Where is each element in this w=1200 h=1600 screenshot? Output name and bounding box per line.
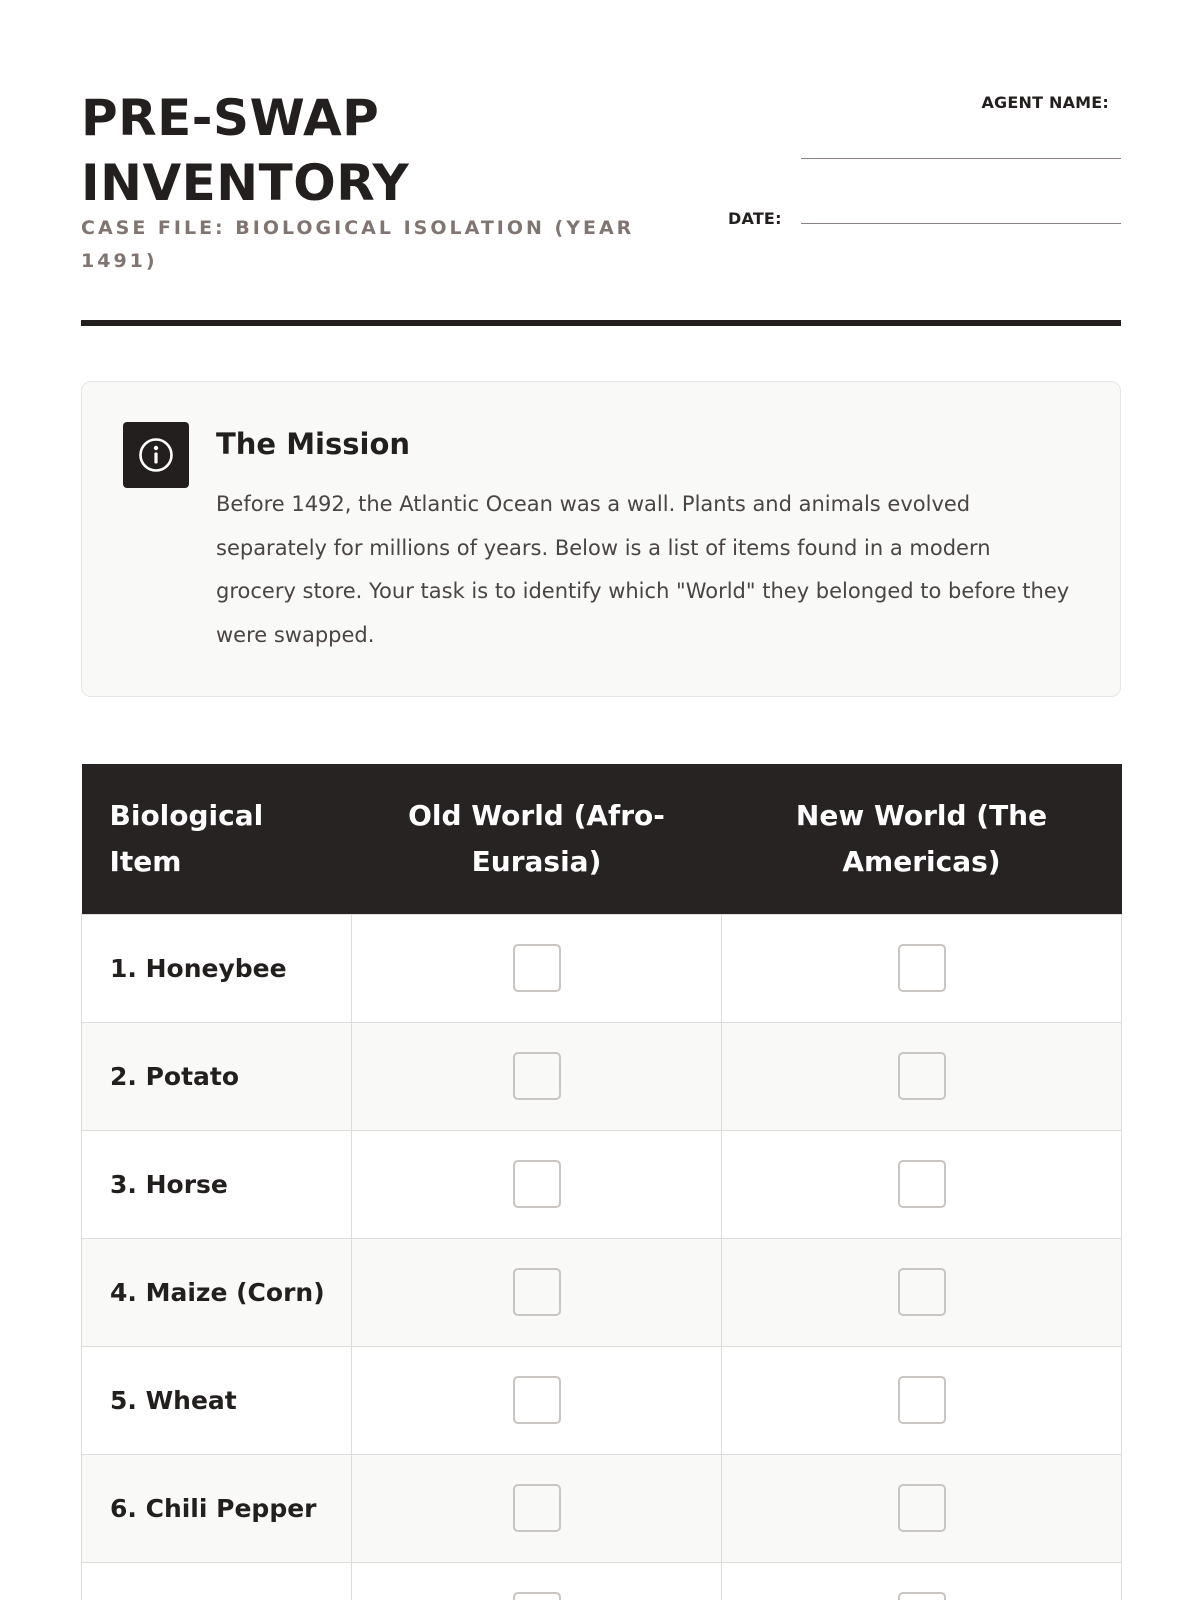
table-row: [82, 1346, 1122, 1454]
old-world-checkbox[interactable]: [513, 1376, 561, 1424]
new-world-checkbox[interactable]: [898, 1376, 946, 1424]
column-header-old-world: Old World (Afro-Eurasia): [352, 764, 722, 914]
header: [81, 86, 1121, 326]
new-world-checkbox[interactable]: [898, 1052, 946, 1100]
old-world-checkbox[interactable]: [513, 1052, 561, 1100]
new-world-checkbox[interactable]: [898, 944, 946, 992]
page-title: PRE-SWAP INVENTORY: [81, 89, 410, 212]
item-label: 5. Wheat: [82, 1346, 352, 1454]
new-world-checkbox[interactable]: [898, 1268, 946, 1316]
worksheet-page: [81, 0, 1121, 1600]
new-world-checkbox[interactable]: [898, 1160, 946, 1208]
case-file-subtitle: CASE FILE: BIOLOGICAL ISOLATION (YEAR 1491): [81, 217, 635, 272]
date-field[interactable]: [801, 223, 1121, 224]
item-label: 3. Horse: [82, 1130, 352, 1238]
table-row: [82, 914, 1122, 1022]
table-row: [82, 1022, 1122, 1130]
date-label: DATE:: [728, 209, 782, 228]
column-header-item: Biological Item: [82, 764, 352, 914]
agent-name-label: AGENT NAME:: [981, 93, 1109, 112]
item-label: 1. Honeybee: [82, 914, 352, 1022]
header-divider: [81, 320, 1121, 326]
agent-name-field[interactable]: [801, 158, 1121, 159]
old-world-checkbox[interactable]: [513, 944, 561, 992]
old-world-checkbox[interactable]: [513, 1484, 561, 1532]
new-world-checkbox[interactable]: [898, 1484, 946, 1532]
item-label: 2. Potato: [82, 1022, 352, 1130]
inventory-table: [81, 764, 1122, 1600]
info-icon: [123, 422, 189, 488]
table-row: [82, 1454, 1122, 1562]
table-row: [82, 1130, 1122, 1238]
table-header-row: [82, 764, 1122, 914]
inventory-table-wrapper: [81, 764, 1121, 1600]
mission-title: The Mission: [216, 427, 411, 461]
new-world-checkbox[interactable]: [898, 1592, 946, 1600]
old-world-checkbox[interactable]: [513, 1268, 561, 1316]
item-label: [82, 1562, 352, 1600]
old-world-checkbox[interactable]: [513, 1160, 561, 1208]
table-row: [82, 1238, 1122, 1346]
mission-box: [81, 381, 1121, 697]
column-header-new-world: New World (The Americas): [722, 764, 1122, 914]
old-world-checkbox[interactable]: [513, 1592, 561, 1600]
table-row: [82, 1562, 1122, 1600]
item-label: 6. Chili Pepper: [82, 1454, 352, 1562]
item-label: 4. Maize (Corn): [82, 1238, 352, 1346]
mission-text: Before 1492, the Atlantic Ocean was a wall. Plants and animals evolved separately for millions of years. Below is a list of items found in a modern grocery store. Your task is to identify which "World" they belonged to before they were swapped.: [216, 492, 1070, 647]
